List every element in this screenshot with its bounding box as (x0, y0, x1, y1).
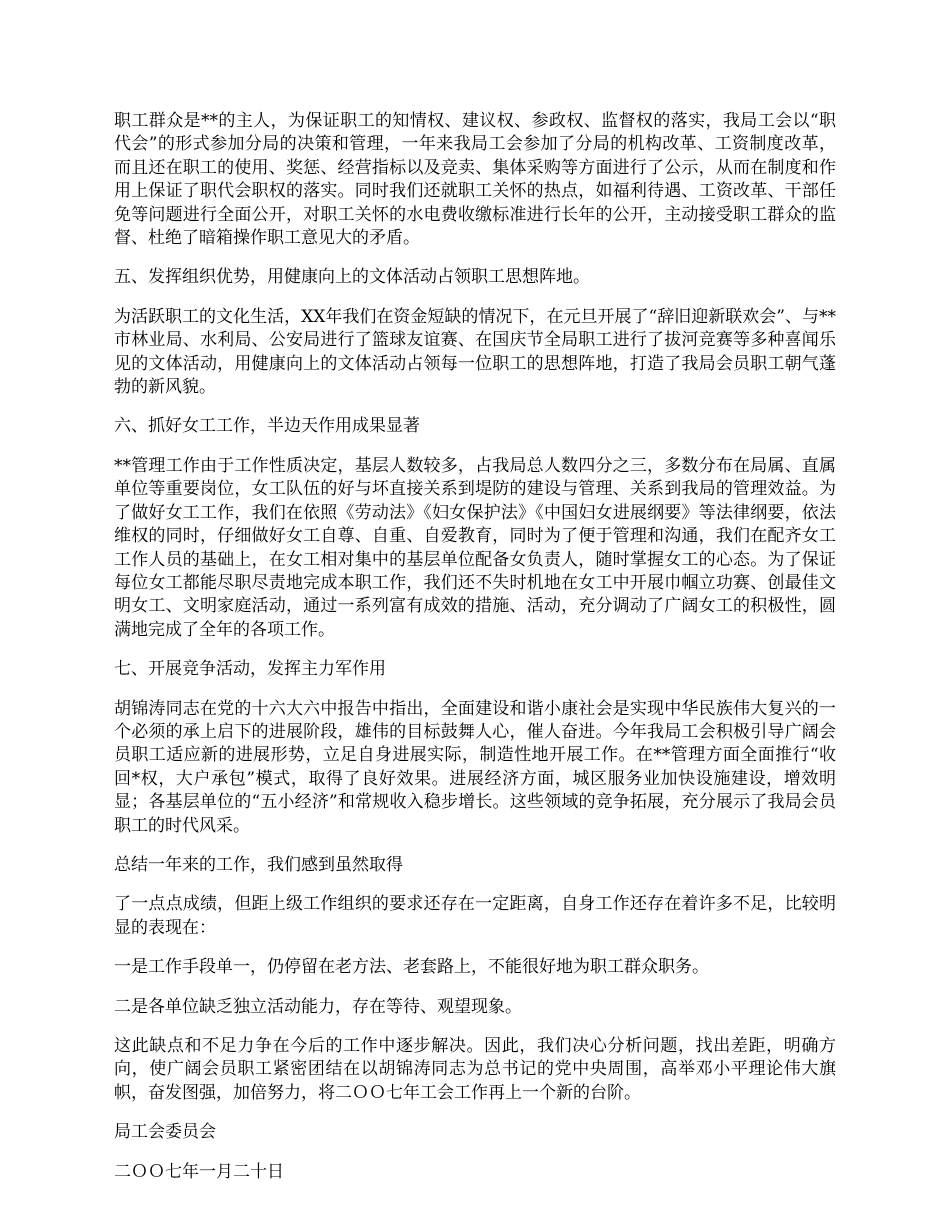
paragraph-competition: 胡锦涛同志在党的十六大六中报告中指出，全面建设和谐小康社会是实现中华民族伟大复兴的一个必须的承上启下的进展阶段，雄伟的目标鼓舞人心，催人奋进。今年我局工会积极引导广阔会员职工适应新的进展形势，立足自身进展实际，制造性地开展工作。在**管理方面全面推行“收回*权，大户承包”模式，取得了良好效果。进展经济方面，城区服务业加快设施建设，增效明显；各基层单位的“五小经济”和常规收入稳步增长。这些领域的竞争拓展，充分展示了我局会员职工的时代风采。 (114, 698, 836, 836)
document-body (114, 110, 836, 1200)
signature-date: 二ＯＯ七年一月二十日 (114, 1161, 284, 1182)
section-heading-6: 六、抓好女工工作，半边天作用成果显著 (114, 416, 420, 437)
paragraph-shortcomings: 了一点点成绩，但距上级工作组织的要求还存在一定距离，自身工作还存在着许多不足，比较明显的表现在： (114, 894, 836, 938)
paragraph-transparency: 职工群众是**的主人，为保证职工的知情权、建议权、参政权、监督权的落实，我局工会以“职代会”的形式参加分局的决策和管理，一年来我局工会参加了分局的机构改革、工资制度改革，而且还在职工的使用、奖惩、经营指标以及竞卖、集体采购等方面进行了公示，从而在制度和作用上保证了职代会职权的落实。同时我们还就职工关怀的热点，如福利待遇、工资改革、干部任免等问题进行全面公开，对职工关怀的水电费收缴标准进行长年的公开，主动接受职工群众的监督、杜绝了暗箱操作职工意见大的矛盾。 (114, 111, 836, 249)
shortcoming-item-2: 二是各单位缺乏独立活动能力，存在等待、观望现象。 (114, 996, 522, 1017)
paragraph-female-workers: **管理工作由于工作性质决定，基层人数较多，占我局总人数四分之三，多数分布在局属、直属单位等重要岗位，女工队伍的好与坏直接关系到堤防的建设与管理、关系到我局的管理效益。为了做好女工工作，我们在依照《劳动法》《妇女保护法》《中国妇女进展纲要》等法律纲要，依法维权的同时，仔细做好女工自尊、自重、自爱教育，同时为了便于管理和沟通，我们在配齐女工工作人员的基础上，在女工相对集中的基层单位配备女负责人，随时掌握女工的心态。为了保证每位女工都能尽职尽责地完成本职工作，我们还不失时机地在女工中开展巾帼立功赛、创最佳文明女工、文明家庭活动，通过一系列富有成效的措施、活动，充分调动了广阔女工的积极性，圆满地完成了全年的各项工作。 (114, 455, 836, 640)
paragraph-cultural-activities: 为活跃职工的文化生活，XX年我们在资金短缺的情况下，在元旦开展了“辞旧迎新联欢会”、与**市林业局、水利局、公安局进行了篮球友谊赛、在国庆节全局职工进行了拔河竞赛等多种喜闻乐见的文体活动，用健康向上的文体活动占领每一位职工的思想阵地，打造了我局会员职工朝气蓬勃的新风貌。 (114, 306, 836, 398)
paragraph-conclusion: 这此缺点和不足力争在今后的工作中逐步解决。因此，我们决心分析问题，找出差距，明确方向，使广阔会员职工紧密团结在以胡锦涛同志为总书记的党中央周围，高举邓小平理论伟大旗帜，奋发图强，加倍努力，将二ＯＯ七年工会工作再上一个新的台阶。 (114, 1036, 836, 1103)
section-heading-5: 五、发挥组织优势，用健康向上的文体活动占领职工思想阵地。 (114, 267, 590, 288)
summary-intro-line: 总结一年来的工作，我们感到虽然取得 (114, 854, 403, 875)
shortcoming-item-1: 一是工作手段单一，仍停留在老方法、老套路上，不能很好地为职工群众职务。 (114, 957, 709, 978)
section-heading-7: 七、开展竞争活动，发挥主力军作用 (114, 659, 386, 680)
signature-organization: 局工会委员会 (114, 1122, 216, 1143)
